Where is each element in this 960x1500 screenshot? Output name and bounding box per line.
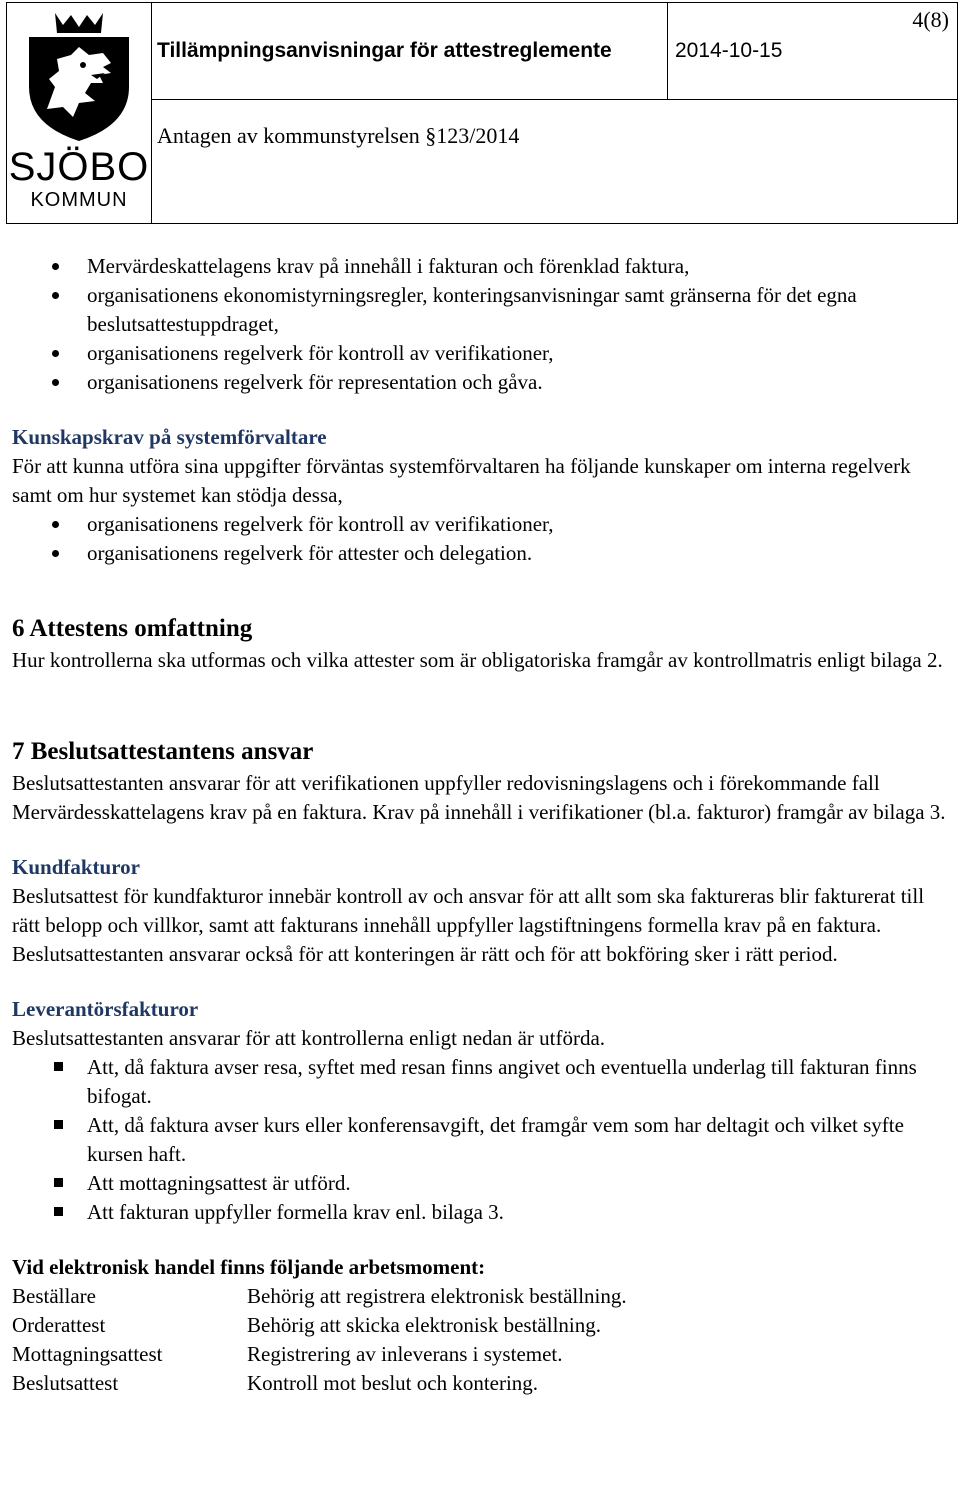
kundfakturor-text: Beslutsattest för kundfakturor innebär kontroll av och ansvar för att allt som ska faktureras blir fakturerat till rätt belopp och villkor, samt att fakturans innehåll uppfyller lagstiftningens formella krav på en faktura. Beslutsattestanten ansvarar också för att konteringen är rätt och för att bokföring sker i rätt period. <box>12 884 925 966</box>
role-name: Beställare <box>12 1284 96 1308</box>
leverantorsfakturor-list <box>12 1053 947 1227</box>
leverantorsfakturor-heading: Leverantörsfakturor <box>12 997 199 1021</box>
section-6-heading: 6 Attestens omfattning <box>12 615 253 642</box>
logo-name: SJÖBO <box>8 145 150 189</box>
logo-subtitle: KOMMUN <box>30 189 128 211</box>
page-number: 4(8) <box>912 7 949 32</box>
document-body <box>12 252 947 1398</box>
role-description: Kontroll mot beslut och kontering. <box>247 1371 539 1395</box>
ehandel-heading: Vid elektronisk handel finns följande arbetsmoment: <box>12 1255 486 1279</box>
list-item: organisationens ekonomistyrningsregler, konteringsanvisningar samt gränserna för det egna beslutsattestuppdraget, <box>12 281 947 339</box>
coat-of-arms-icon <box>19 9 139 143</box>
list-item: organisationens regelverk för attester och delegation. <box>12 539 947 568</box>
list-item: Att, då faktura avser kurs eller konferensavgift, det framgår vem som har deltagit och vilket syfte kursen haft. <box>12 1111 947 1169</box>
list-item: Att, då faktura avser resa, syftet med resan finns angivet och eventuella underlag till fakturan finns bifogat. <box>12 1053 947 1111</box>
header-divider-vertical <box>667 3 668 99</box>
role-description: Behörig att skicka elektronisk beställning. <box>247 1313 602 1337</box>
kunskapskrav-text: För att kunna utföra sina uppgifter förväntas systemförvaltaren ha följande kunskaper om interna regelverk samt om hur systemet kan stödja dessa, <box>12 454 911 507</box>
list-item: organisationens regelverk för representation och gåva. <box>12 368 947 397</box>
role-description: Registrering av inleverans i systemet. <box>247 1342 563 1366</box>
role-name: Mottagningsattest <box>12 1342 163 1366</box>
section-7-text: Beslutsattestanten ansvarar för att verifikationen uppfyller redovisningslagens och i förekommande fall Mervärdesskattelagens krav på en faktura. Krav på innehåll i verifikationer (bl.a. fakturor) framgår av bilaga 3. <box>12 771 946 824</box>
kundfakturor-heading: Kundfakturor <box>12 855 140 879</box>
document-date: 2014-10-15 <box>675 39 783 62</box>
role-description: Behörig att registrera elektronisk beställning. <box>247 1284 627 1308</box>
municipality-logo <box>7 3 152 223</box>
requirements-list <box>12 252 947 397</box>
kunskapskrav-heading: Kunskapskrav på systemförvaltare <box>12 425 327 449</box>
kunskapskrav-list <box>12 510 947 568</box>
list-item: Att fakturan uppfyller formella krav enl. bilaga 3. <box>12 1198 947 1227</box>
adopted-by: Antagen av kommunstyrelsen §123/2014 <box>157 123 520 148</box>
list-item: Mervärdeskattelagens krav på innehåll i fakturan och förenklad faktura, <box>12 252 947 281</box>
role-name: Orderattest <box>12 1313 106 1337</box>
list-item: organisationens regelverk för kontroll av verifikationer, <box>12 510 947 539</box>
leverantorsfakturor-text: Beslutsattestanten ansvarar för att kontrollerna enligt nedan är utförda. <box>12 1026 606 1050</box>
document-title: Tillämpningsanvisningar för attestreglemente <box>157 39 612 62</box>
document-header <box>6 2 958 224</box>
role-name: Beslutsattest <box>12 1371 119 1395</box>
list-item: Att mottagningsattest är utförd. <box>12 1169 947 1198</box>
section-7-heading: 7 Beslutsattestantens ansvar <box>12 738 314 765</box>
list-item: organisationens regelverk för kontroll av verifikationer, <box>12 339 947 368</box>
header-divider-horizontal <box>151 99 957 100</box>
section-6-text: Hur kontrollerna ska utformas och vilka attester som är obligatoriska framgår av kontrollmatris enligt bilaga 2. <box>12 648 943 672</box>
ehandel-roles-table <box>12 1282 947 1398</box>
